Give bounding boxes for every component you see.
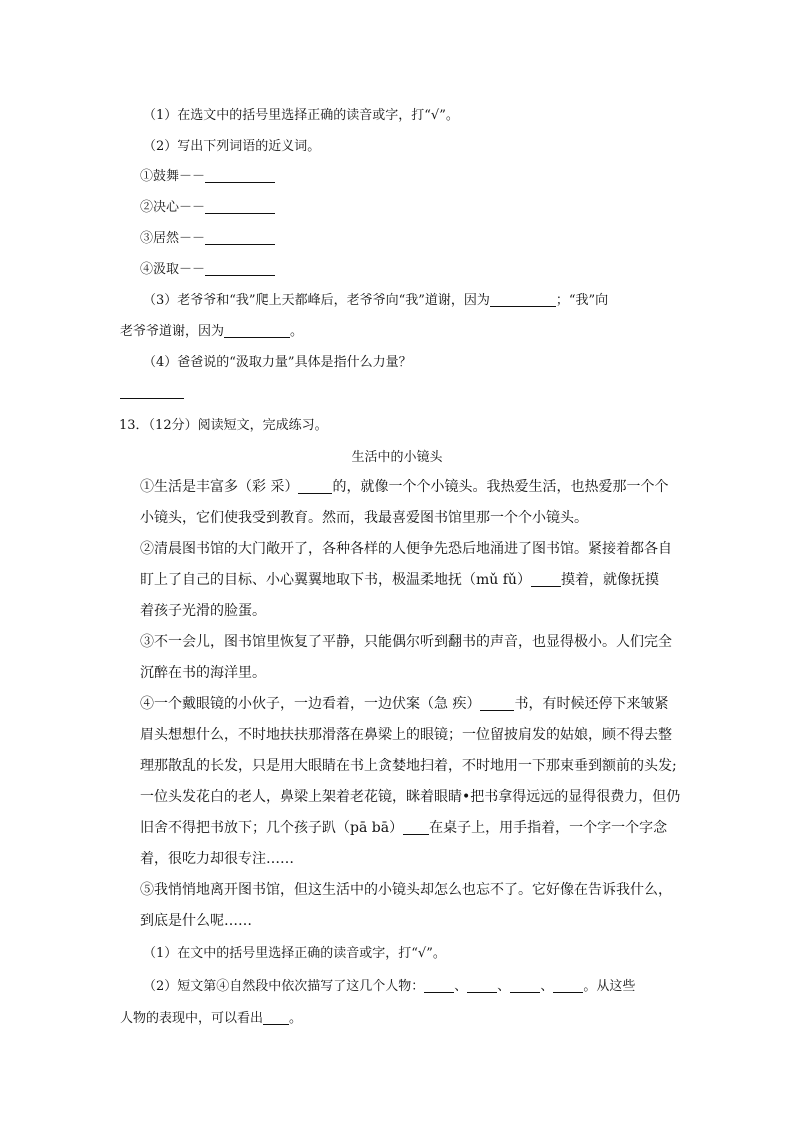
question-12-3-cont: [120, 320, 303, 339]
question-13-2-cont: [120, 1007, 302, 1026]
question-13-header: 13．（12分）阅读短文，完成练习。: [119, 418, 328, 433]
question-13-1: （1）在文中的括号里选择正确的读音或字，打“√”。: [143, 946, 446, 961]
synonym-item-2: [140, 196, 275, 215]
passage-text: 在桌子上，用手指着，一个字一个字念: [429, 820, 668, 836]
question-12-4: （4）爸爸说的“汲取力量”具体是指什么力量？: [143, 355, 412, 370]
synonym-word-2: ②决心－－: [140, 200, 206, 215]
paragraph-3-line-1: ③不一会儿，图书馆里恢复了平静，只能偶尔听到翻书的声音，也显得极小。人们完全: [140, 634, 672, 650]
answer-blank[interactable]: [553, 978, 583, 993]
answer-blank[interactable]: [403, 820, 429, 835]
answer-blank[interactable]: [263, 1010, 289, 1025]
synonym-item-4: [140, 258, 275, 277]
answer-blank[interactable]: [480, 696, 514, 711]
paragraph-5-line-1: ⑤我悄悄地离开图书馆，但这生活中的小镜头却怎么也忘不了。它好像在告诉我什么，: [140, 882, 672, 898]
paragraph-2-line-1: ②清晨图书馆的大门敞开了，各种各样的人便争先恐后地涌进了图书馆。紧接着都各自: [140, 541, 672, 557]
passage-text: 旧舍不得把书放下；几个孩子趴（pā bā）: [140, 820, 404, 836]
paragraph-4-line-5: [140, 817, 667, 837]
paragraph-4-line-4: 一位头发花白的老人，鼻梁上架着老花镜，眯着眼睛•把书拿得远远的显得很费力，但仍: [140, 789, 681, 805]
answer-blank[interactable]: [205, 199, 275, 214]
question-text: 。: [289, 1011, 303, 1026]
answer-blank[interactable]: [205, 168, 275, 183]
paragraph-3-line-2: 沉醉在书的海洋里。: [140, 665, 266, 681]
passage-text: 摸着，就像抚摸: [560, 572, 659, 588]
answer-blank[interactable]: [510, 978, 540, 993]
separator: 、: [497, 979, 511, 994]
question-text: 。: [290, 324, 304, 339]
paragraph-4-line-1: [140, 693, 668, 713]
question-12-4-answer: [120, 384, 184, 400]
answer-blank[interactable]: [205, 230, 275, 245]
question-text: 人物的表现中，可以看出: [120, 1011, 264, 1026]
paragraph-2-line-3: 着孩子光滑的脸蛋。: [140, 603, 266, 619]
paragraph-4-line-6: 着，很吃力却很专注……: [140, 851, 294, 867]
passage-title: 生活中的小镜头: [351, 450, 443, 465]
paragraph-4-line-2: 眉头想想什么，不时地扶扶那滑落在鼻梁上的眼镜；一位留披肩发的姑娘，顾不得去整: [140, 727, 672, 743]
question-13-2: [143, 975, 635, 994]
answer-blank[interactable]: [205, 261, 275, 276]
synonym-word-1: ①鼓舞－－: [140, 169, 206, 184]
passage-text: 的，就像一个个小镜头。我热爱生活，也热爱那一个个: [332, 479, 669, 495]
separator: 、: [540, 979, 554, 994]
synonym-item-1: [140, 165, 275, 184]
question-12-3: [143, 289, 608, 308]
separator: 、: [454, 979, 468, 994]
passage-text: 盯上了自己的目标、小心翼翼地取下书，极温柔地抚（mǔ fǔ）: [140, 572, 531, 588]
passage-text: ①生活是丰富多（彩 采）: [140, 479, 299, 495]
answer-blank[interactable]: [298, 479, 332, 494]
paragraph-1-line-1: [140, 476, 668, 496]
answer-blank[interactable]: [120, 384, 184, 399]
question-text: ；“我”向: [555, 293, 609, 308]
question-text: （2）短文第④自然段中依次描写了这几个人物：: [143, 979, 425, 994]
passage-text: ④一个戴眼镜的小伙子，一边看着，一边伏案（急 疾）: [140, 696, 481, 712]
answer-blank[interactable]: [224, 323, 290, 338]
answer-blank[interactable]: [424, 978, 454, 993]
synonym-word-3: ③居然－－: [140, 231, 206, 246]
question-12-2: （2）写出下列词语的近义词。: [143, 139, 321, 154]
question-text: 老爷爷道谢，因为: [120, 324, 225, 339]
answer-blank[interactable]: [531, 572, 561, 587]
paragraph-4-line-3: 理那散乱的长发，只是用大眼睛在书上贪婪地扫着，不时地用一下那束垂到额前的头发;: [140, 758, 677, 774]
paragraph-5-line-2: 到底是什么呢……: [140, 913, 252, 929]
synonym-item-3: [140, 227, 275, 246]
passage-text: 书，有时候还停下来皱紧: [514, 696, 669, 712]
paragraph-1-line-2: 小镜头，它们使我受到教育。然而，我最喜爱图书馆里那一个个小镜头。: [140, 510, 588, 526]
question-text: 。从这些: [583, 979, 636, 994]
answer-blank[interactable]: [467, 978, 497, 993]
question-12-1: （1）在选文中的括号里选择正确的读音或字，打“√”。: [143, 108, 459, 123]
paragraph-2-line-2: [140, 569, 659, 589]
synonym-word-4: ④汲取－－: [140, 262, 206, 277]
question-text: （3）老爷爷和“我”爬上天都峰后，老爷爷向“我”道谢，因为: [143, 293, 490, 308]
answer-blank[interactable]: [490, 292, 556, 307]
